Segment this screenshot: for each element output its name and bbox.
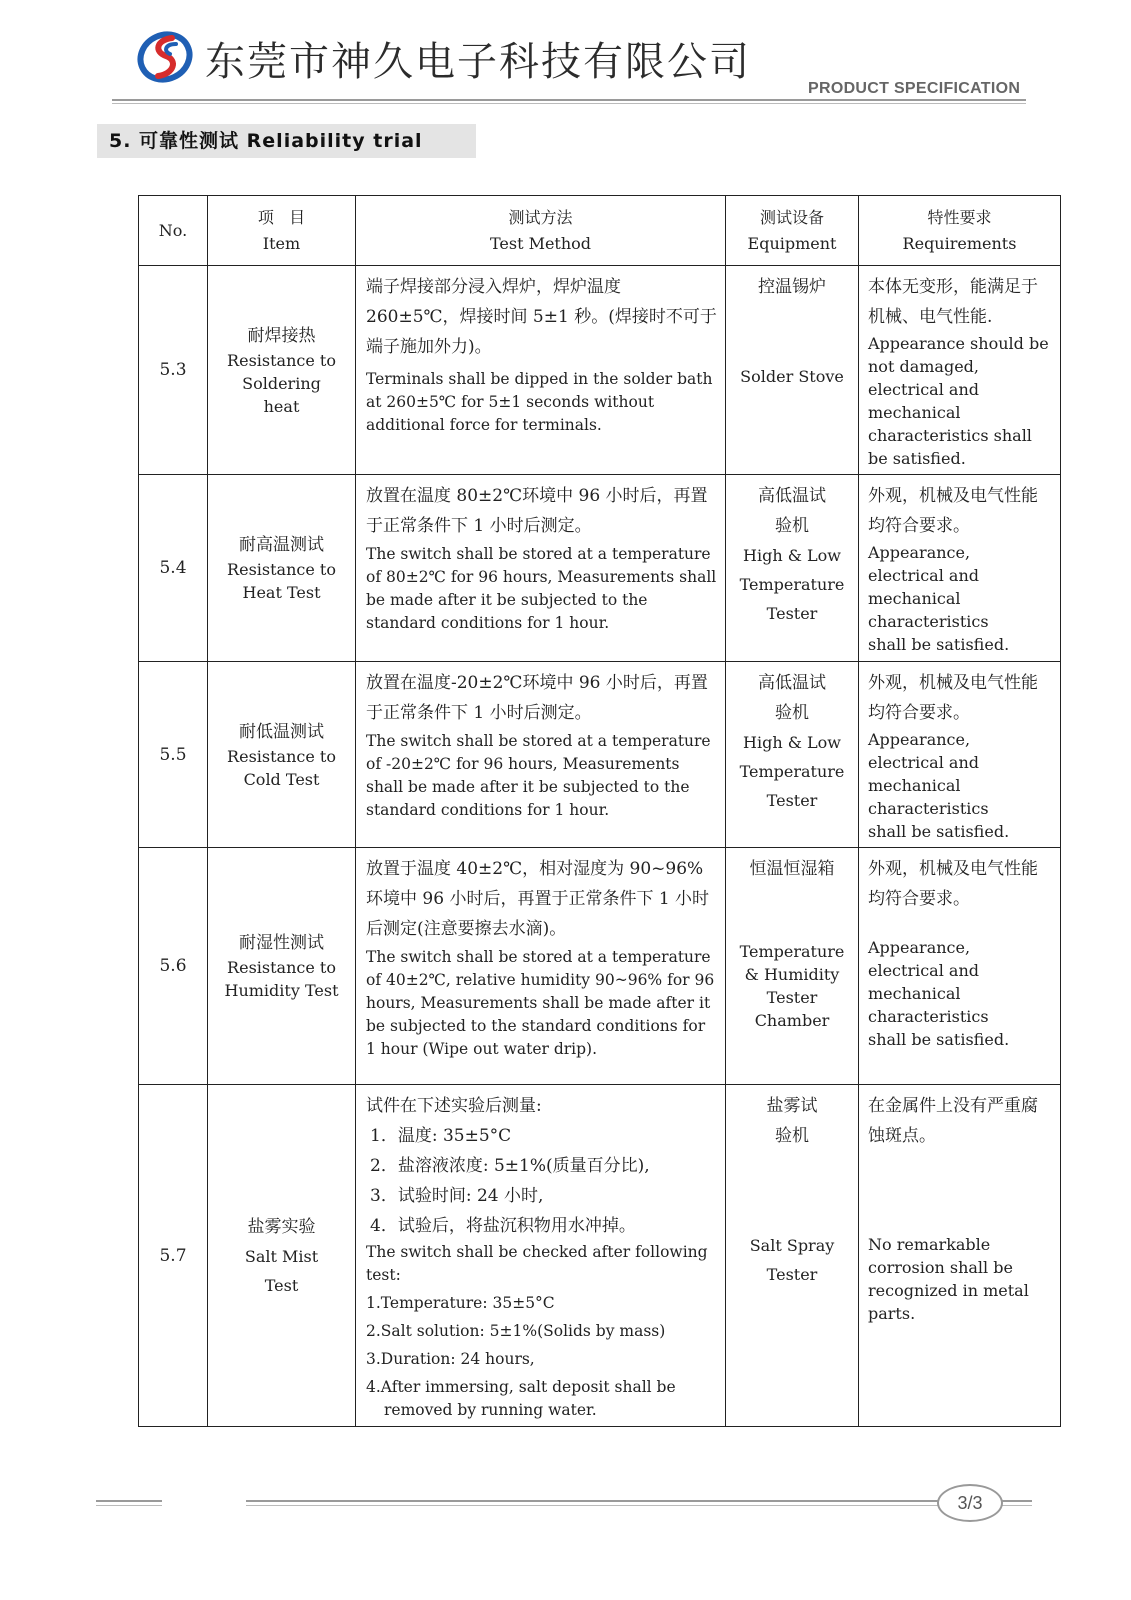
item-en: Resistance to Heat Test (227, 560, 336, 602)
footer-divider-left-2 (96, 1505, 162, 1506)
method-en-intro: The switch shall be checked after following test: (366, 1243, 708, 1284)
requirements-zh: 外观，机械及电气性能均符合要求。 (868, 673, 1038, 723)
header-method-en: Test Method (489, 233, 592, 253)
header-no: No. (139, 196, 208, 266)
requirements-cell (859, 475, 1061, 662)
table-row (139, 475, 1061, 662)
header-requirements-en: Requirements (902, 233, 1017, 253)
requirements-zh: 本体无变形，能满足于机械、电气性能. (868, 277, 1038, 327)
header-requirements-zh: 特性要求 (927, 207, 992, 227)
item-en: Resistance to Soldering heat (227, 350, 336, 416)
equipment-en: High & Low Temperature Tester (739, 733, 845, 810)
method-en-step: 2.Salt solution: 5±1%(Solids by mass) (366, 1322, 666, 1340)
method-en: The switch shall be stored at a temperature of -20±2℃ for 96 hours, Measurements shall be made after it be subjected to the standard conditions for 1 hour. (366, 732, 711, 819)
requirements-en: Appearance should be not damaged, electrical and mechanical characteristics shall be satisfied. (868, 334, 1049, 468)
method-zh-step: 1．温度: 35±5°C (370, 1126, 512, 1146)
item-cell (208, 848, 356, 1085)
item-cell (208, 1085, 356, 1427)
header-requirements (859, 196, 1061, 266)
equipment-zh: 高低温试验机 (758, 673, 826, 723)
equipment-cell (726, 662, 859, 848)
equipment-cell (726, 1085, 859, 1427)
item-zh: 耐低温测试 (239, 721, 324, 742)
footer-divider-left (96, 1500, 162, 1502)
method-zh: 放置在温度-20±2℃环境中 96 小时后，再置于正常条件下 1 小时后测定。 (366, 673, 708, 723)
requirements-cell (859, 848, 1061, 1085)
header-equipment-en: Equipment (747, 233, 837, 253)
table-row (139, 1085, 1061, 1427)
row-number: 5.5 (139, 662, 208, 848)
header-equipment (726, 196, 859, 266)
method-zh-intro: 试件在下述实验后测量: (366, 1096, 542, 1116)
method-cell (356, 848, 726, 1085)
requirements-zh: 外观，机械及电气性能均符合要求。 (868, 859, 1038, 909)
method-en: The switch shall be stored at a temperature of 80±2℃ for 96 hours, Measurements shall be made after it be subjected to the standard conditions for 1 hour. (366, 545, 717, 632)
method-zh-step: 3．试验时间: 24 小时, (370, 1186, 544, 1206)
item-en: Resistance to Cold Test (227, 746, 336, 789)
header-method (356, 196, 726, 266)
method-zh: 放置于温度 40±2℃，相对湿度为 90~96%环境中 96 小时后，再置于正常条件下 1 小时后测定(注意要擦去水滴)。 (366, 859, 710, 939)
header-equipment-zh: 测试设备 (759, 207, 824, 227)
method-cell (356, 662, 726, 848)
method-en: The switch shall be stored at a temperature of 40±2℃, relative humidity 90~96% for 96 hours, Measurements shall be made after it be subjected to the standard conditions for 1 hour (Wipe out water drip). (366, 948, 715, 1058)
header-item-en: Item (262, 233, 301, 253)
method-cell (356, 1085, 726, 1427)
method-zh-step: 4．试验后，将盐沉积物用水冲掉。 (370, 1216, 636, 1236)
item-cell (208, 266, 356, 475)
method-cell (356, 475, 726, 662)
requirements-en: Appearance, electrical and mechanical characteristics shall be satisfied. (868, 543, 1010, 654)
equipment-cell (726, 266, 859, 475)
item-zh: 盐雾实验 (247, 1216, 316, 1237)
method-zh-step: 2．盐溶液浓度: 5±1%(质量百分比), (370, 1156, 650, 1176)
row-number: 5.7 (139, 1085, 208, 1427)
header-item-zh: 项 目 (257, 207, 306, 227)
footer-divider-main (246, 1500, 1032, 1502)
footer-divider-main-2 (246, 1505, 1032, 1506)
item-en: Resistance to Humidity Test (224, 958, 339, 1000)
equipment-cell (726, 848, 859, 1085)
equipment-zh: 盐雾试验机 (766, 1096, 818, 1146)
company-logo-icon (136, 30, 194, 84)
row-number: 5.3 (139, 266, 208, 475)
method-en-step: 1.Temperature: 35±5°C (366, 1294, 555, 1312)
table-header-row (139, 196, 1061, 266)
method-en-step: 4.After immersing, salt deposit shall be removed by running water. (366, 1378, 676, 1419)
equipment-zh: 恒温恒湿箱 (749, 859, 835, 879)
requirements-zh: 在金属件上没有严重腐蚀斑点。 (868, 1096, 1038, 1146)
page-number: 3/3 (937, 1484, 1003, 1522)
equipment-zh: 高低温试验机 (758, 486, 826, 536)
requirements-cell (859, 1085, 1061, 1427)
method-zh: 端子焊接部分浸入焊炉，焊炉温度 260±5℃，焊接时间 5±1 秒。(焊接时不可于端子施加外力)。 (366, 277, 717, 357)
requirements-cell (859, 662, 1061, 848)
method-zh: 放置在温度 80±2℃环境中 96 小时后，再置于正常条件下 1 小时后测定。 (366, 486, 708, 536)
item-zh: 耐湿性测试 (239, 933, 324, 953)
equipment-en: Salt Spray Tester (749, 1236, 835, 1284)
row-number: 5.6 (139, 848, 208, 1085)
table-row (139, 266, 1061, 475)
company-name: 东莞市神久电子科技有限公司 (205, 39, 751, 85)
method-en: Terminals shall be dipped in the solder bath at 260±5℃ for 5±1 seconds without additional force for terminals. (366, 370, 713, 434)
method-cell (356, 266, 726, 475)
document-type: PRODUCT SPECIFICATION (808, 80, 1021, 97)
section-title: 5. 可靠性测试 Reliability trial (97, 124, 476, 158)
table-row (139, 848, 1061, 1085)
requirements-en: Appearance, electrical and mechanical characteristics shall be satisfied. (868, 938, 1010, 1049)
row-number: 5.4 (139, 475, 208, 662)
item-zh: 耐焊接热 (247, 325, 316, 346)
reliability-table (138, 195, 1061, 1427)
header-divider (112, 99, 1026, 101)
equipment-en: Temperature & Humidity Tester Chamber (739, 942, 845, 1030)
equipment-zh: 控温锡炉 (758, 277, 826, 297)
equipment-cell (726, 475, 859, 662)
requirements-en: Appearance, electrical and mechanical characteristics shall be satisfied. (868, 730, 1010, 841)
header-item (208, 196, 356, 266)
header-divider-2 (112, 103, 1026, 104)
requirements-zh: 外观，机械及电气性能均符合要求。 (868, 486, 1038, 536)
item-zh: 耐高温测试 (239, 535, 324, 555)
header-method-zh: 测试方法 (508, 207, 573, 227)
equipment-en: High & Low Temperature Tester (739, 546, 845, 623)
method-en-step: 3.Duration: 24 hours, (366, 1350, 535, 1368)
requirements-en: No remarkable corrosion shall be recognized in metal parts. (868, 1235, 1029, 1323)
item-cell (208, 475, 356, 662)
requirements-cell (859, 266, 1061, 475)
item-en: Salt Mist Test (244, 1246, 319, 1295)
equipment-en: Solder Stove (740, 367, 844, 386)
item-cell (208, 662, 356, 848)
table-row (139, 662, 1061, 848)
